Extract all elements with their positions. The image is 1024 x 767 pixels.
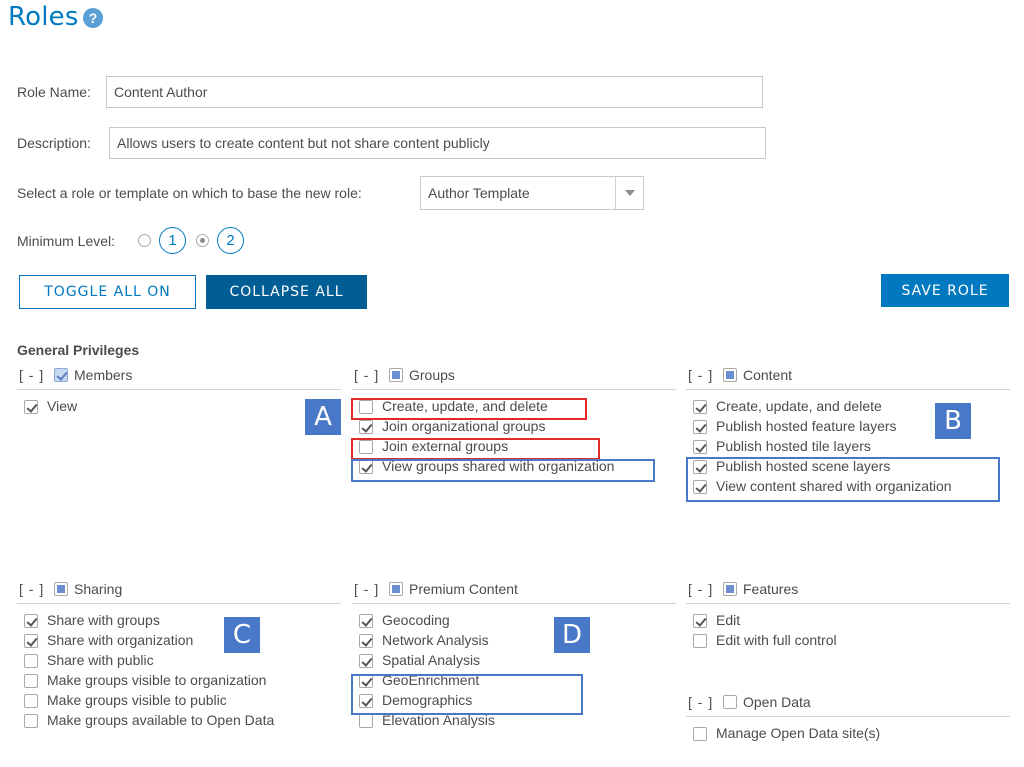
privilege-item-join-external-groups[interactable] <box>352 438 676 458</box>
privilege-item-share-with-organization[interactable] <box>17 632 341 652</box>
privilege-checkbox[interactable] <box>693 420 707 434</box>
privilege-label: Elevation Analysis <box>382 712 495 728</box>
privilege-item-edit[interactable] <box>686 612 1010 632</box>
features-group-name: Features <box>743 581 799 597</box>
collapse-all-button[interactable]: COLLAPSE ALL <box>206 275 367 309</box>
privilege-label: Edit <box>716 612 741 628</box>
open-data-group-checkbox[interactable] <box>723 695 737 709</box>
annotation-marker-b: B <box>935 403 971 439</box>
privilege-label: Edit with full control <box>716 632 837 648</box>
content-group-checkbox[interactable] <box>723 368 737 382</box>
features-group <box>686 580 1010 652</box>
privilege-label: Network Analysis <box>382 632 489 648</box>
privilege-label: Spatial Analysis <box>382 652 481 668</box>
privilege-label: Make groups available to Open Data <box>47 712 275 728</box>
privilege-label: Make groups visible to organization <box>47 672 267 688</box>
premium-collapse-toggle[interactable]: [ - ] <box>354 581 380 597</box>
features-group-header <box>686 580 1010 604</box>
privilege-label: GeoEnrichment <box>382 672 480 688</box>
open-data-privilege-list <box>686 717 1010 745</box>
privilege-checkbox[interactable] <box>359 694 373 708</box>
privilege-checkbox[interactable] <box>359 654 373 668</box>
annotation-marker-a: A <box>305 399 341 435</box>
privilege-checkbox[interactable] <box>24 614 38 628</box>
privilege-checkbox[interactable] <box>693 400 707 414</box>
premium-content-group <box>352 580 676 732</box>
open-data-group-header <box>686 693 1010 717</box>
privilege-item-make-groups-visible-to-organization[interactable] <box>17 672 341 692</box>
privilege-item-manage-open-data-site-s[interactable] <box>686 725 1010 745</box>
privilege-checkbox[interactable] <box>359 634 373 648</box>
members-group <box>17 366 341 418</box>
level-1-badge: 1 <box>159 227 186 254</box>
features-collapse-toggle[interactable]: [ - ] <box>688 581 714 597</box>
role-name-input[interactable]: Content Author <box>106 76 763 108</box>
level-2-badge: 2 <box>217 227 244 254</box>
open-data-group-name: Open Data <box>743 694 811 710</box>
privilege-checkbox[interactable] <box>693 440 707 454</box>
open-data-group <box>686 693 1010 745</box>
privilege-label: Geocoding <box>382 612 450 628</box>
toggle-all-on-button[interactable]: TOGGLE ALL ON <box>19 275 196 309</box>
privilege-checkbox[interactable] <box>24 674 38 688</box>
privilege-label: Publish hosted feature layers <box>716 418 897 434</box>
privilege-checkbox[interactable] <box>693 727 707 741</box>
privilege-item-view-content-shared-with-organization[interactable] <box>686 478 1010 498</box>
open-data-collapse-toggle[interactable]: [ - ] <box>688 694 714 710</box>
privilege-item-network-analysis[interactable] <box>352 632 676 652</box>
privilege-checkbox[interactable] <box>359 440 373 454</box>
privilege-item-spatial-analysis[interactable] <box>352 652 676 672</box>
privilege-checkbox[interactable] <box>693 614 707 628</box>
groups-collapse-toggle[interactable]: [ - ] <box>354 367 380 383</box>
privilege-item-create-update-and-delete[interactable] <box>352 398 676 418</box>
privilege-label: Demographics <box>382 692 473 708</box>
level-2-radio[interactable] <box>196 234 209 247</box>
privilege-item-geoenrichment[interactable] <box>352 672 676 692</box>
privilege-label: Create, update, and delete <box>382 398 548 414</box>
sharing-group-checkbox[interactable] <box>54 582 68 596</box>
privilege-item-join-organizational-groups[interactable] <box>352 418 676 438</box>
privilege-label: Share with groups <box>47 612 160 628</box>
groups-privilege-list <box>352 390 676 478</box>
save-role-button[interactable]: SAVE ROLE <box>881 274 1009 307</box>
privilege-label: Manage Open Data site(s) <box>716 725 881 741</box>
privilege-item-geocoding[interactable] <box>352 612 676 632</box>
privilege-item-view[interactable] <box>17 398 341 418</box>
privilege-label: Publish hosted scene layers <box>716 458 891 474</box>
template-select-value: Author Template <box>428 185 530 201</box>
privilege-checkbox[interactable] <box>359 614 373 628</box>
privilege-item-elevation-analysis[interactable] <box>352 712 676 732</box>
members-privilege-list <box>17 390 341 418</box>
sharing-group-name: Sharing <box>74 581 123 597</box>
privilege-item-make-groups-visible-to-public[interactable] <box>17 692 341 712</box>
privilege-item-edit-with-full-control[interactable] <box>686 632 1010 652</box>
privilege-label: Join external groups <box>382 438 509 454</box>
privilege-checkbox[interactable] <box>359 400 373 414</box>
sharing-group <box>17 580 341 732</box>
privilege-label: Make groups visible to public <box>47 692 227 708</box>
template-label: Select a role or template on which to base the new role: <box>17 185 362 201</box>
general-privileges-title: General Privileges <box>17 342 140 358</box>
role-name-label: Role Name: <box>17 84 91 100</box>
min-level-label: Minimum Level: <box>17 233 116 249</box>
premium-group-header <box>352 580 676 604</box>
privilege-item-view-groups-shared-with-organization[interactable] <box>352 458 676 478</box>
privilege-label: Publish hosted tile layers <box>716 438 871 454</box>
privilege-checkbox[interactable] <box>24 714 38 728</box>
privilege-item-share-with-groups[interactable] <box>17 612 341 632</box>
privilege-label: Share with organization <box>47 632 194 648</box>
privilege-label: Create, update, and delete <box>716 398 882 414</box>
privilege-checkbox[interactable] <box>693 480 707 494</box>
privilege-checkbox[interactable] <box>359 674 373 688</box>
annotation-marker-c: C <box>224 617 260 653</box>
privilege-checkbox[interactable] <box>24 400 38 414</box>
features-privilege-list <box>686 604 1010 652</box>
help-icon[interactable]: ? <box>83 8 103 28</box>
privilege-checkbox[interactable] <box>359 420 373 434</box>
annotation-marker-d: D <box>554 617 590 653</box>
members-group-header <box>17 366 341 390</box>
groups-group-checkbox[interactable] <box>389 368 403 382</box>
description-input[interactable]: Allows users to create content but not share content publicly <box>109 127 766 159</box>
privilege-item-demographics[interactable] <box>352 692 676 712</box>
template-select[interactable] <box>420 176 644 210</box>
features-group-checkbox[interactable] <box>723 582 737 596</box>
privilege-checkbox[interactable] <box>359 714 373 728</box>
privilege-item-publish-hosted-tile-layers[interactable] <box>686 438 1010 458</box>
privilege-label: View groups shared with organization <box>382 458 615 474</box>
description-label: Description: <box>17 135 91 151</box>
content-group-name: Content <box>743 367 793 383</box>
members-group-checkbox[interactable] <box>54 368 68 382</box>
sharing-privilege-list <box>17 604 341 732</box>
privilege-checkbox[interactable] <box>693 634 707 648</box>
premium-privilege-list <box>352 604 676 732</box>
premium-group-name: Premium Content <box>409 581 518 597</box>
privilege-item-make-groups-available-to-open-data[interactable] <box>17 712 341 732</box>
privilege-label: View content shared with organization <box>716 478 952 494</box>
privilege-checkbox[interactable] <box>24 654 38 668</box>
privilege-label: Share with public <box>47 652 154 668</box>
privilege-checkbox[interactable] <box>359 460 373 474</box>
groups-group-name: Groups <box>409 367 455 383</box>
privilege-label: Join organizational groups <box>382 418 546 434</box>
privilege-item-share-with-public[interactable] <box>17 652 341 672</box>
members-group-name: Members <box>74 367 133 383</box>
sharing-group-header <box>17 580 341 604</box>
sharing-collapse-toggle[interactable]: [ - ] <box>19 581 45 597</box>
members-collapse-toggle[interactable]: [ - ] <box>19 367 45 383</box>
privilege-label: View <box>47 398 78 414</box>
premium-group-checkbox[interactable] <box>389 582 403 596</box>
chevron-down-icon[interactable] <box>615 177 643 209</box>
groups-group-header <box>352 366 676 390</box>
content-collapse-toggle[interactable]: [ - ] <box>688 367 714 383</box>
privilege-item-publish-hosted-scene-layers[interactable] <box>686 458 1010 478</box>
privilege-checkbox[interactable] <box>24 694 38 708</box>
level-1-radio[interactable] <box>138 234 151 247</box>
page-title: Roles <box>8 2 79 32</box>
groups-group <box>352 366 676 478</box>
privilege-checkbox[interactable] <box>693 460 707 474</box>
content-group-header <box>686 366 1010 390</box>
privilege-checkbox[interactable] <box>24 634 38 648</box>
